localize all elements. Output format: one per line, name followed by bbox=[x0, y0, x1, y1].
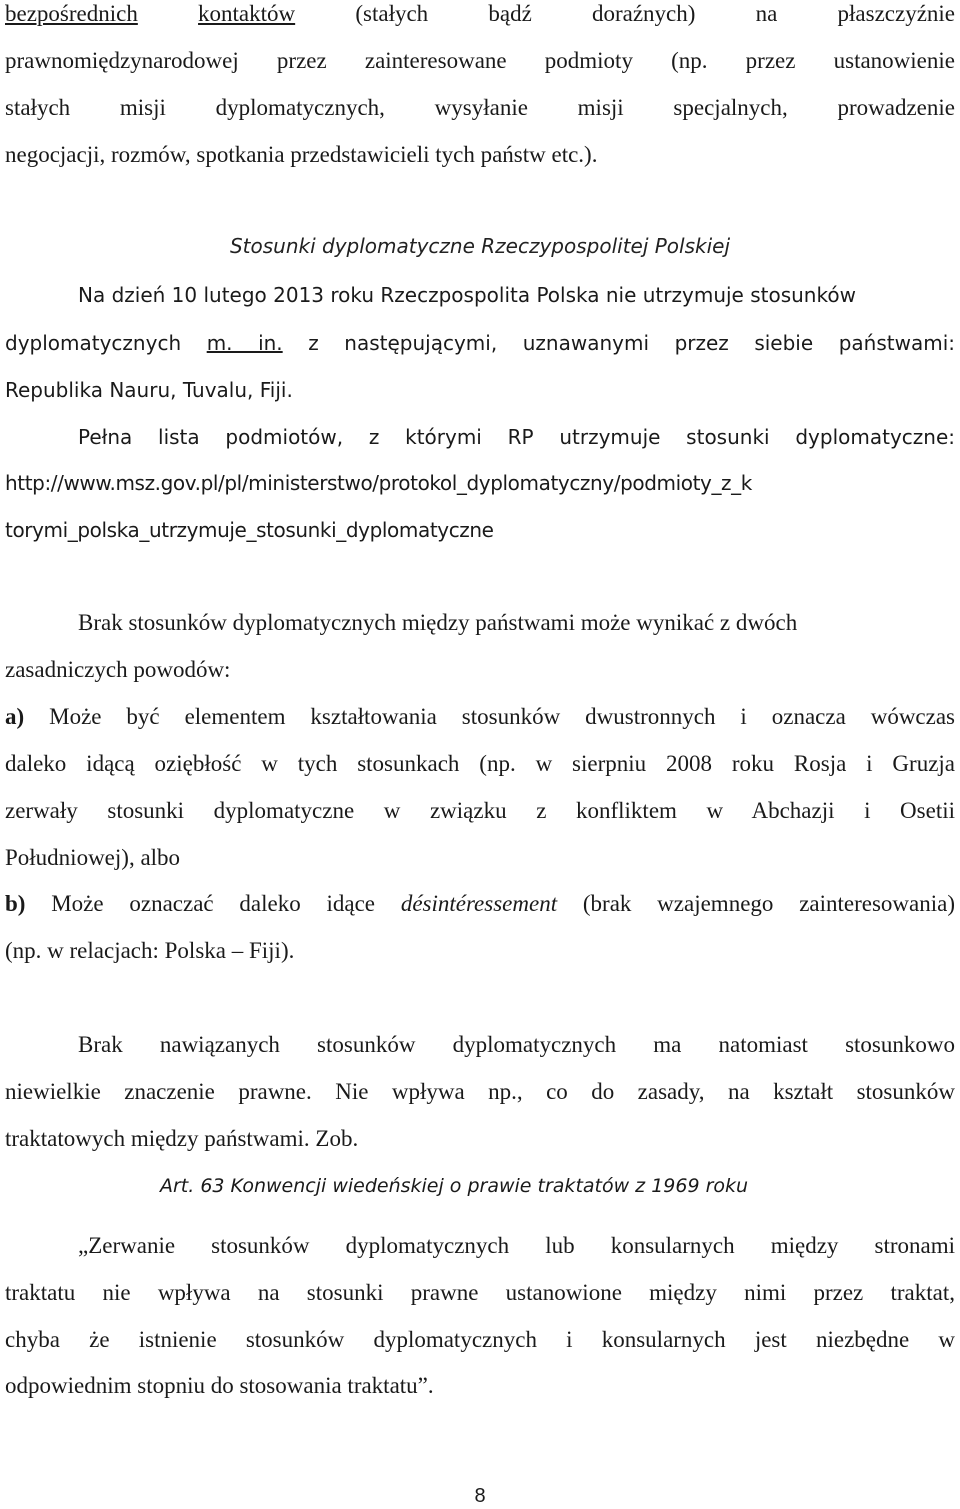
text-span: Może oznaczać daleko idące bbox=[51, 891, 376, 916]
citation-text: Art. 63 Konwencji wiedeńskiej o prawie traktatów z 1969 roku bbox=[160, 1175, 749, 1197]
quote-line: chyba że istnienie stosunków dyplomatycznych i konsularnych jest niezbędne w bbox=[5, 1327, 955, 1352]
list-marker: a) bbox=[5, 704, 25, 729]
text-line: daleko idącą oziębłość w tych stosunkach (np. w sierpniu 2008 roku Rosja i Gruzja bbox=[5, 751, 955, 776]
text-line: Południowej), albo bbox=[5, 845, 181, 870]
text-line: stałych misji dyplomatycznych, wysyłanie misji specjalnych, prowadzenie bbox=[5, 95, 955, 120]
text-line: Republika Nauru, Tuvalu, Fiji. bbox=[5, 378, 293, 402]
text-line: negocjacji, rozmów, spotkania przedstawicieli tych państw etc.). bbox=[5, 142, 598, 167]
text-line: niewielkie znaczenie prawne. Nie wpływa np., co do zasady, na kształt stosunków bbox=[5, 1079, 955, 1104]
underlined-text: m. in. bbox=[206, 331, 283, 355]
section-heading: Stosunki dyplomatyczne Rzeczypospolitej Polskiej bbox=[229, 234, 731, 258]
text-line bbox=[5, 329, 955, 357]
url-text: http://www.msz.gov.pl/pl/ministerstwo/protokol_dyplomatyczny/podmioty_z_k bbox=[5, 471, 752, 495]
text-line: zasadniczych powodów: bbox=[5, 657, 231, 682]
url-text: torymi_polska_utrzymuje_stosunki_dyplomatyczne bbox=[5, 518, 494, 542]
italic-text: désintéressement bbox=[400, 891, 558, 916]
text-line bbox=[5, 703, 955, 731]
text-line: Na dzień 10 lutego 2013 roku Rzeczpospolita Polska nie utrzymuje stosunków bbox=[78, 283, 856, 307]
text-line: Brak stosunków dyplomatycznych między państwami może wynikać z dwóch bbox=[78, 610, 798, 635]
underlined-text: kontaktów bbox=[198, 1, 296, 26]
list-marker: b) bbox=[5, 891, 26, 916]
text-line: zerwały stosunki dyplomatyczne w związku z konfliktem w Abchazji i Osetii bbox=[5, 798, 955, 823]
text-span: (stałych bądź doraźnych) na płaszczyźnie bbox=[355, 1, 956, 26]
quote-line: traktatu nie wpływa na stosunki prawne ustanowione między nimi przez traktat, bbox=[5, 1280, 955, 1305]
text-line bbox=[5, 0, 955, 28]
underlined-text: bezpośrednich bbox=[5, 1, 138, 26]
text-span: dyplomatycznych bbox=[5, 331, 182, 355]
text-line: prawnomiędzynarodowej przez zainteresowane podmioty (np. przez ustanowienie bbox=[5, 48, 955, 73]
text-line: Brak nawiązanych stosunków dyplomatycznych ma natomiast stosunkowo bbox=[78, 1032, 955, 1057]
page-number: 8 bbox=[474, 1485, 486, 1507]
text-span: z następującymi, uznawanymi przez siebie państwami: bbox=[308, 331, 956, 355]
text-line: Pełna lista podmiotów, z którymi RP utrzymuje stosunki dyplomatyczne: bbox=[78, 425, 955, 449]
text-span: (brak wzajemnego zainteresowania) bbox=[582, 891, 955, 916]
text-line bbox=[5, 890, 955, 918]
quote-line: „Zerwanie stosunków dyplomatycznych lub konsularnych między stronami bbox=[78, 1233, 955, 1258]
quote-line: odpowiednim stopniu do stosowania traktatu”. bbox=[5, 1373, 434, 1398]
text-line: (np. w relacjach: Polska – Fiji). bbox=[5, 938, 295, 963]
text-span: Może być elementem kształtowania stosunków dwustronnych i oznacza wówczas bbox=[49, 704, 956, 729]
text-line: traktatowych między państwami. Zob. bbox=[5, 1126, 359, 1151]
